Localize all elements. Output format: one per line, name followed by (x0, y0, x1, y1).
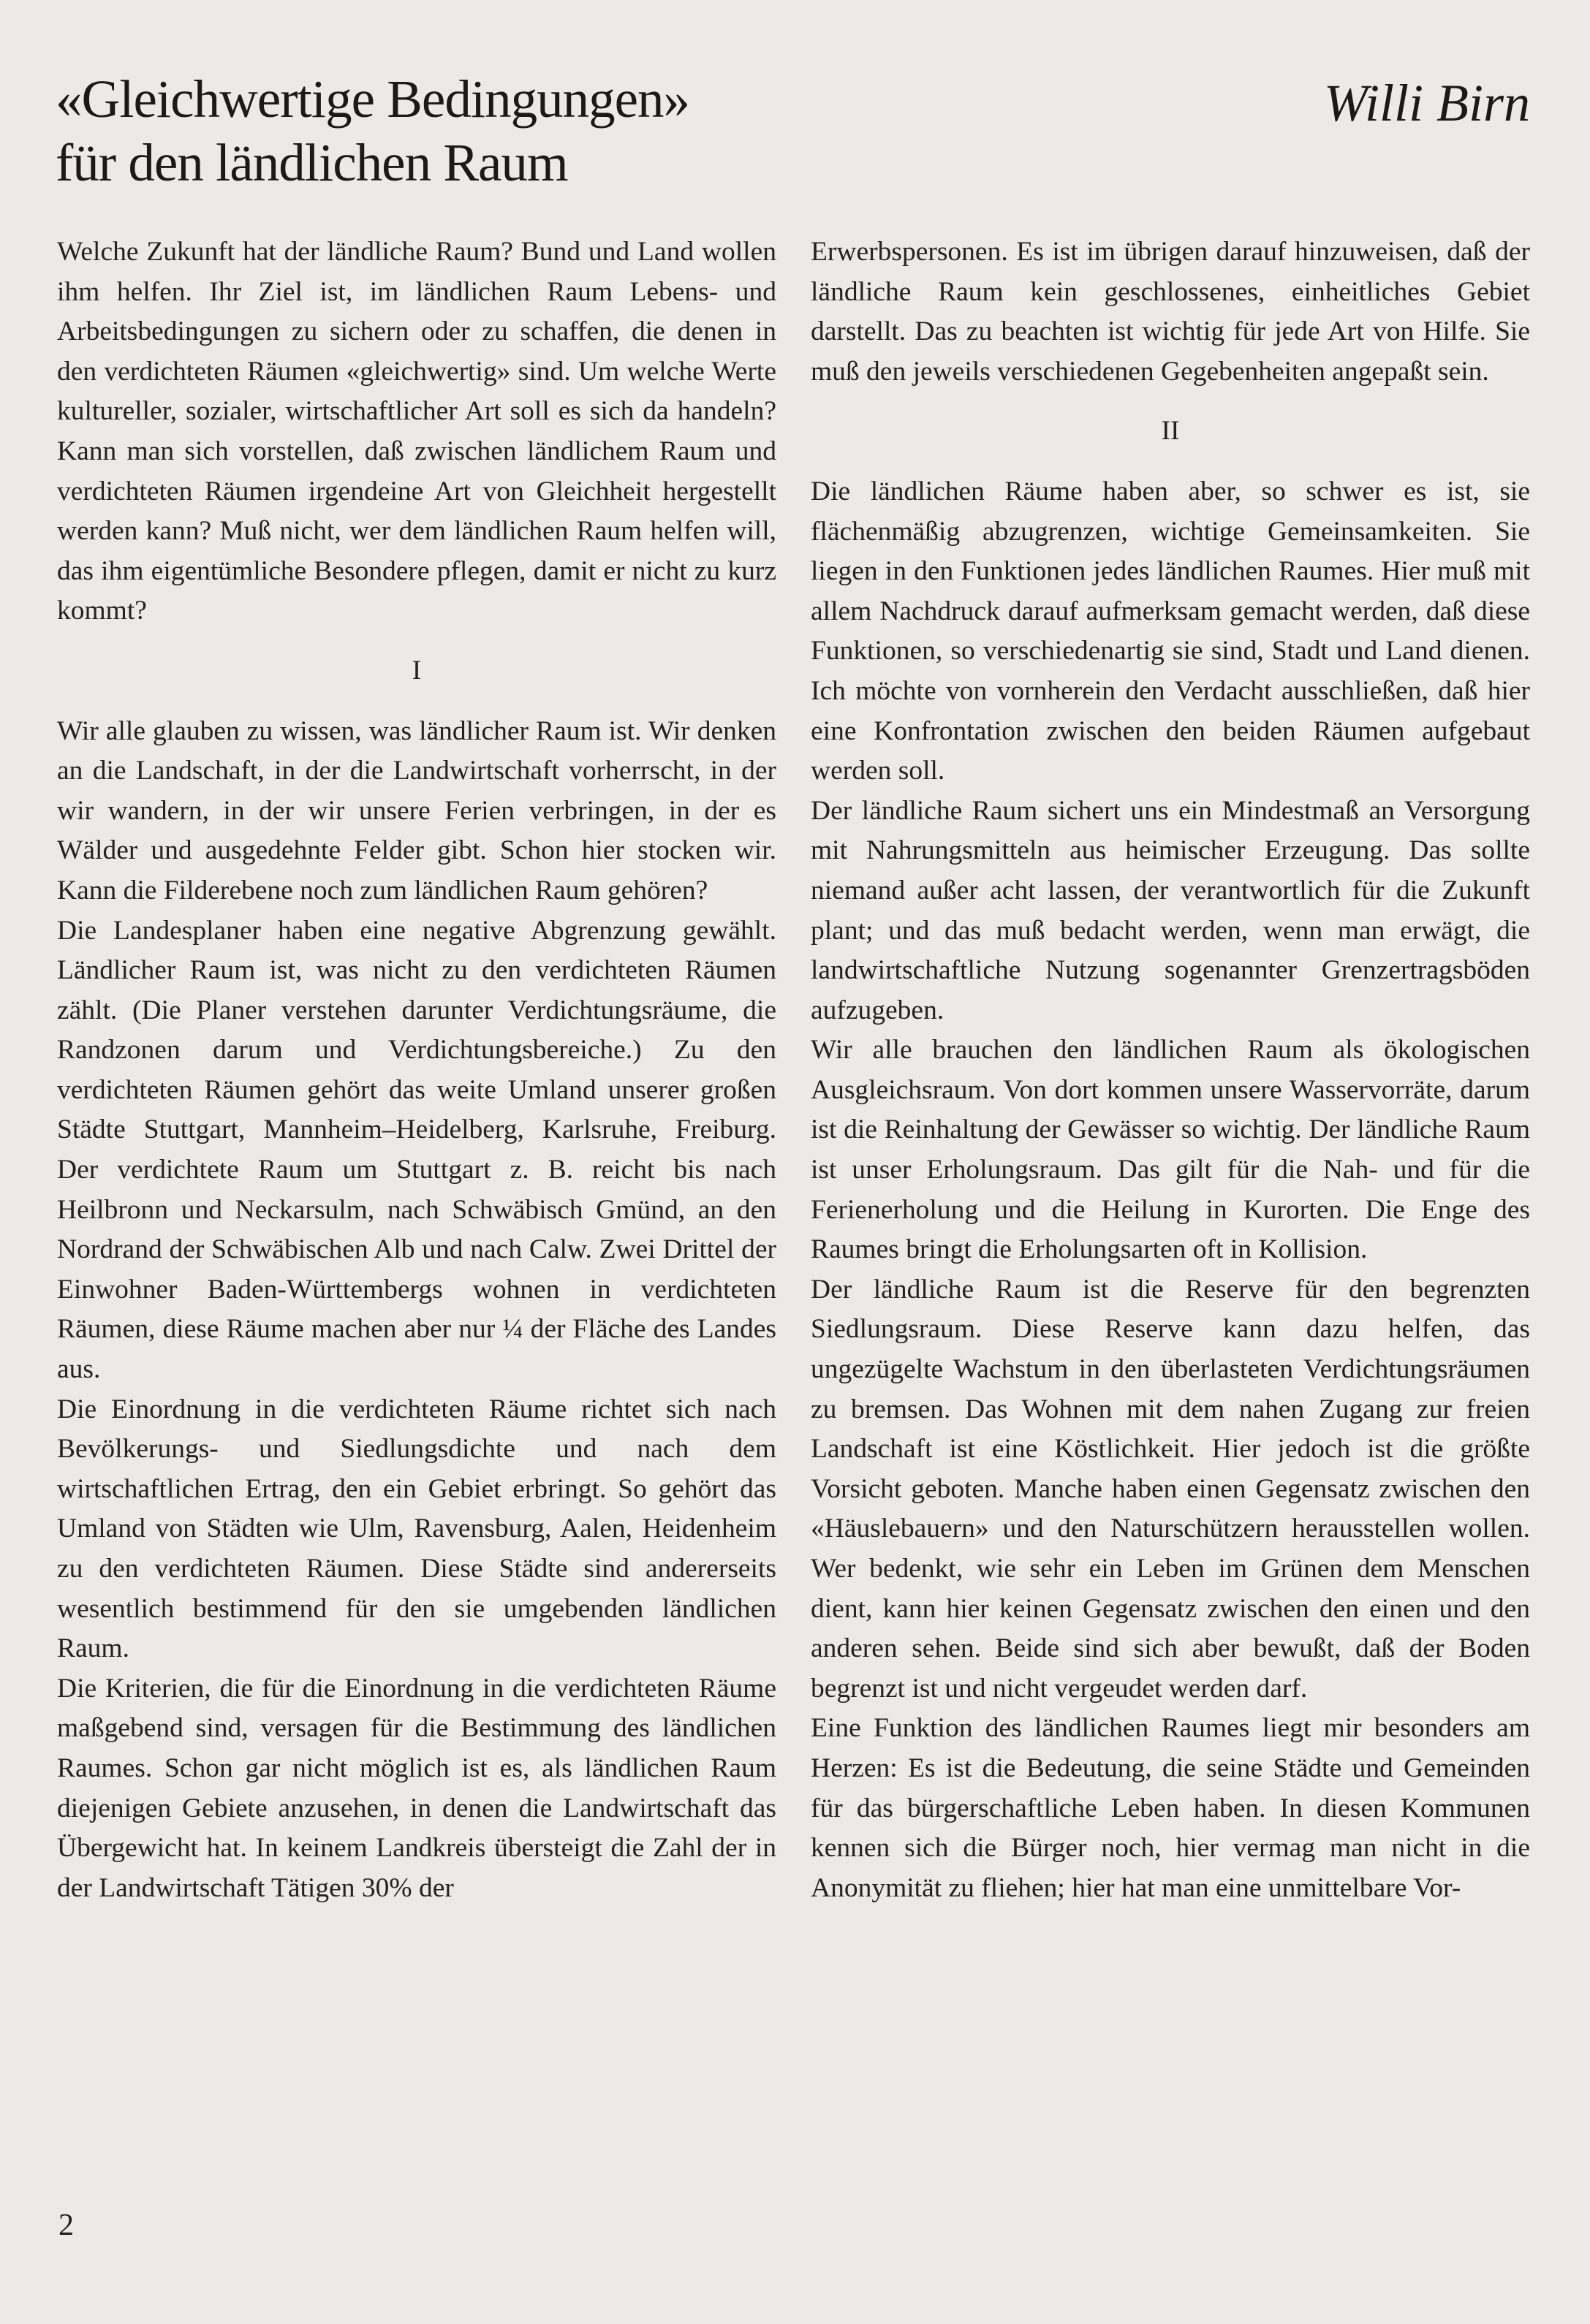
paragraph: Eine Funktion des ländlichen Raumes liegt mir besonders am Herzen: Es ist die Bedeutung, die seine Städte und Gemeinden für das bürgerschaftliche Leben haben. In diesen Kommunen kennen sich die Bürger noch, hier vermag man nicht in die Anonymität zu fliehen; hier hat man eine unmittelbare Vor- (811, 1713, 1530, 1903)
paragraph: Der ländliche Raum sichert uns ein Mindestmaß an Versorgung mit Nahrungsmitteln aus heimischer Erzeugung. Das sollte niemand außer acht lassen, der verantwortlich für die Zukunft plant; und das muß bedacht werden, wenn man erwägt, die landwirtschaftliche Nutzung sogenannter Grenzertragsböden aufzugeben. (811, 795, 1530, 1025)
right-column (811, 232, 1530, 1908)
section-heading-2: II (1161, 416, 1180, 447)
section-heading-1: I (412, 655, 422, 686)
paragraph: Die ländlichen Räume haben aber, so schwer es ist, sie flächenmäßig abzugrenzen, wichtige Gemeinsamkeiten. Sie liegen in den Funktionen jedes ländlichen Raumes. Hier muß mit allem Nachdruck darauf aufmerksam gemacht werden, daß diese Funktionen, so verschiedenartig sie sind, Stadt und Land dienen. Ich möchte von vornherein den Verdacht ausschließen, daß hier eine Konfrontation zwischen den beiden Räumen aufgebaut werden soll. (811, 476, 1530, 786)
page-number: 2 (58, 2209, 74, 2242)
paragraph: Die Einordnung in die verdichteten Räume richtet sich nach Bevölkerungs- und Siedlungsdichte und nach dem wirtschaftlichen Ertrag, den ein Gebiet erbringt. So gehört das Umland von Städten wie Ulm, Ravensburg, Aalen, Heidenheim zu den verdichteten Räumen. Diese Städte sind andererseits wesentlich bestimmend für den sie umgebenden ländlichen Raum. (57, 1394, 776, 1664)
paragraph: Der ländliche Raum ist die Reserve für den begrenzten Siedlungsraum. Diese Reserve kann dazu helfen, das ungezügelte Wachstum in den überlasteten Verdichtungsräumen zu bremsen. Das Wohnen mit dem nahen Zugang zur freien Landschaft ist eine Köstlichkeit. Hier jedoch ist die größte Vorsicht geboten. Manche haben einen Gegensatz zwischen den «Häuslebauern» und den Naturschützern herausstellen wollen. Wer bedenkt, wie sehr ein Leben im Grünen dem Menschen dient, kann hier keinen Gegensatz zwischen den einen und den anderen sehen. Beide sind sich aber bewußt, daß der Boden begrenzt ist und nicht vergeudet werden darf. (811, 1274, 1530, 1704)
article-title-line-2: für den ländlichen Raum (56, 133, 568, 192)
paragraph: Wir alle glauben zu wissen, was ländlicher Raum ist. Wir denken an die Landschaft, in der die Landwirtschaft vorherrscht, in der wir wandern, in der wir unsere Ferien verbringen, in der es Wälder und ausgedehnte Felder gibt. Schon hier stocken wir. Kann die Filderebene noch zum ländlichen Raum gehören? (57, 715, 776, 905)
paragraph: Wir alle brauchen den ländlichen Raum als ökologischen Ausgleichsraum. Von dort kommen unsere Wasservorräte, darum ist die Reinhaltung der Gewässer so wichtig. Der ländliche Raum ist unser Erholungsraum. Das gilt für die Nah- und für die Ferienerholung und die Heilung in Kurorten. Die Enge des Raumes bringt die Erholungsarten oft in Kollision. (811, 1035, 1530, 1265)
paragraph: Die Kriterien, die für die Einordnung in die verdichteten Räume maßgebend sind, versagen für die Bestimmung des ländlichen Raumes. Schon gar nicht möglich ist es, als ländlichen Raum diejenigen Gebiete anzusehen, in denen die Landwirtschaft das Übergewicht hat. In keinem Landkreis übersteigt die Zahl der in der Landwirtschaft Tätigen 30% der (57, 1673, 776, 1903)
article-title-line-1: «Gleichwertige Bedingungen» (56, 69, 690, 129)
paragraph: Die Landesplaner haben eine negative Abgrenzung gewählt. Ländlicher Raum ist, was nicht zu den verdichteten Räumen zählt. (Die Planer verstehen darunter Verdichtungsräume, die Randzonen darum und Verdichtungsbereiche.) Zu den verdichteten Räumen gehört das weite Umland unserer großen Städte Stuttgart, Mannheim–Heidelberg, Karlsruhe, Freiburg. Der verdichtete Raum um Stuttgart z. B. reicht bis nach Heilbronn und Neckarsulm, nach Schwäbisch Gmünd, an den Nordrand der Schwäbischen Alb und nach Calw. Zwei Drittel der Einwohner Baden-Württembergs wohnen in verdichteten Räumen, diese Räume machen aber nur ¼ der Fläche des Landes aus. (57, 915, 776, 1385)
paragraph: Erwerbspersonen. Es ist im übrigen darauf hinzuweisen, daß der ländliche Raum kein geschlossenes, einheitliches Gebiet darstellt. Das zu beachten ist wichtig für jede Art von Hilfe. Sie muß den jeweils verschiedenen Gegebenheiten angepaßt sein. (811, 237, 1530, 387)
author-name: Willi Birn (1323, 74, 1530, 132)
article-title (56, 67, 689, 194)
paragraph-intro: Welche Zukunft hat der ländliche Raum? Bund und Land wollen ihm helfen. Ihr Ziel ist, im ländlichen Raum Lebens- und Arbeitsbedingungen zu sichern oder zu schaffen, die denen in den verdichteten Räumen «gleichwertig» sind. Um welche Werte kultureller, sozialer, wirtschaftlicher Art soll es sich da handeln? Kann man sich vorstellen, daß zwischen ländlichem Raum und verdichteten Räumen irgendeine Art von Gleichheit hergestellt werden kann? Muß nicht, wer dem ländlichen Raum helfen will, das ihm eigentümliche Besondere pflegen, damit er nicht zu kurz kommt? (57, 237, 776, 626)
left-column (57, 232, 776, 1908)
